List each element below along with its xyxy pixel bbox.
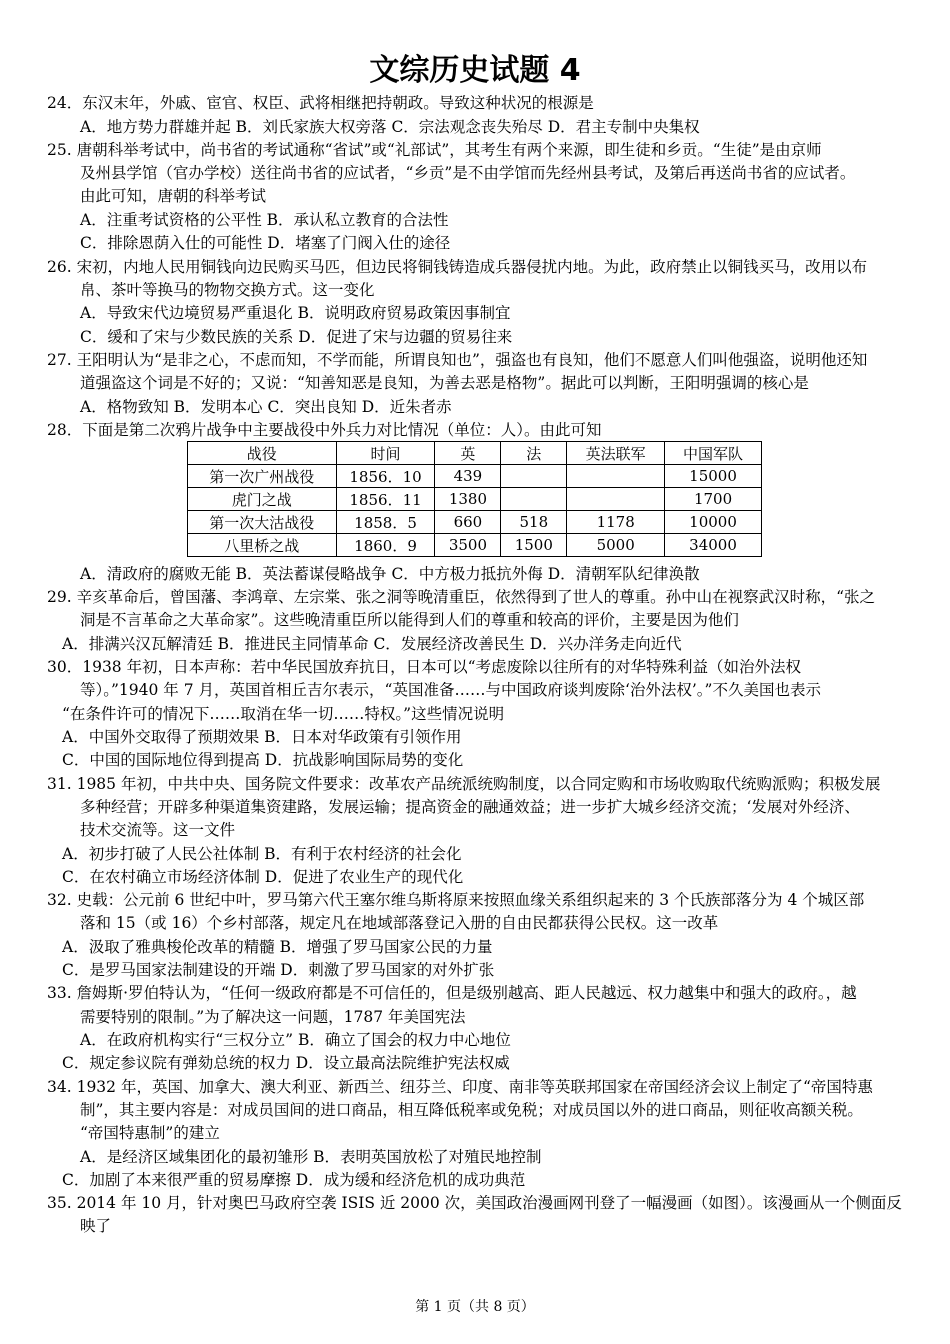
table-cell: 八里桥之战 <box>188 534 337 557</box>
text-line: A．是经济区域集团化的最初雏形 B．表明英国放松了对殖民地控制 <box>80 1148 542 1166</box>
text-line: 落和 15（或 16）个乡村部落，规定凡在地域部落登记入册的自由民都获得公民权。这一改革 <box>80 914 719 932</box>
text-line: A．排满兴汉瓦解清廷 B．推进民主同情革命 C．发展经济改善民生 D．兴办洋务走向近代 <box>62 635 682 653</box>
text-line: C．加剧了本来很严重的贸易摩擦 D．成为缓和经济危机的成功典范 <box>62 1171 526 1189</box>
text-line: 27. 王阳明认为“是非之心，不虑而知，不学而能，所谓良知也”，强盗也有良知，他们不愿意人们叫他强盗，说明他还知 <box>47 351 868 369</box>
table-cell: 1700 <box>665 488 762 511</box>
table-header: 战役 <box>188 442 337 465</box>
table-cell: 3500 <box>435 534 501 557</box>
table-cell: 518 <box>501 511 567 534</box>
text-line: 映了 <box>80 1217 112 1235</box>
text-line: 26. 宋初，内地人民用铜钱向边民购买马匹，但边民将铜钱铸造成兵器侵扰内地。为此，政府禁止以铜钱买马，改用以布 <box>47 258 868 276</box>
table-cell <box>501 465 567 488</box>
table-header: 英法联军 <box>567 442 665 465</box>
text-line: A．汲取了雅典梭伦改革的精髓 B．增强了罗马国家公民的力量 <box>62 938 493 956</box>
text-line: 制”，其主要内容是：对成员国间的进口商品，相互降低税率或免税；对成员国以外的进口商品，则征收高额关税。 <box>80 1101 863 1119</box>
text-line: 帛、茶叶等换马的物物交换方式。这一变化 <box>80 281 375 299</box>
table-cell: 第一次大沽战役 <box>188 511 337 534</box>
text-line: 35. 2014 年 10 月，针对奥巴马政府空袭 ISIS 近 2000 次，美国政治漫画网刊登了一幅漫画（如图）。该漫画从一个侧面反 <box>47 1194 902 1212</box>
text-line: 24．东汉末年，外戚、宦官、权臣、武将相继把持朝政。导致这种状况的根源是 <box>47 94 594 112</box>
table-cell: 1860．9 <box>336 534 435 557</box>
text-line: C．排除恩荫入仕的可能性 D．堵塞了门阀入仕的途径 <box>80 234 451 252</box>
text-line: 25. 唐朝科举考试中，尚书省的考试通称“省试”或“礼部试”，其考生有两个来源，即生徒和乡贡。“生徒”是由京师 <box>47 141 822 159</box>
table-cell: 1856．10 <box>336 465 435 488</box>
text-line: 需要特别的限制。”为了解决这一问题，1787 年美国宪法 <box>80 1008 466 1026</box>
table-cell: 660 <box>435 511 501 534</box>
table-cell: 1858．5 <box>336 511 435 534</box>
table-row <box>188 511 762 534</box>
text-line: 30．1938 年初，日本声称：若中华民国放弃抗日，日本可以“考虑废除以往所有的对华特殊利益（如治外法权 <box>47 658 802 676</box>
text-line: 29. 辛亥革命后，曾国藩、李鸿章、左宗棠、张之洞等晚清重臣，依然得到了世人的尊重。孙中山在视察武汉时称，“张之 <box>47 588 876 606</box>
table-cell: 34000 <box>665 534 762 557</box>
table-cell: 5000 <box>567 534 665 557</box>
text-line: 及州县学馆（官办学校）送往尚书省的应试者，“乡贡”是不由学馆而先经州县考试，及第后再送尚书省的应试者。 <box>80 164 856 182</box>
text-line: 31. 1985 年初，中共中央、国务院文件要求：改革农产品统派统购制度，以合同定购和市场收购取代统购派购；积极发展 <box>47 775 881 793</box>
text-line: C．规定参议院有弹劾总统的权力 D．设立最高法院维护宪法权威 <box>62 1054 510 1072</box>
text-line: 由此可知，唐朝的科举考试 <box>80 187 267 205</box>
table-row <box>188 488 762 511</box>
table-header: 时间 <box>336 442 435 465</box>
table-row <box>188 465 762 488</box>
text-line: A．导致宋代边境贸易严重退化 B．说明政府贸易政策因事制宜 <box>80 304 511 322</box>
table-cell: 439 <box>435 465 501 488</box>
text-line: A．初步打破了人民公社体制 B．有利于农村经济的社会化 <box>62 845 462 863</box>
table-cell: 1500 <box>501 534 567 557</box>
table-header: 法 <box>501 442 567 465</box>
table-cell <box>567 465 665 488</box>
text-line: A．注重考试资格的公平性 B．承认私立教育的合法性 <box>80 211 449 229</box>
text-line: A．地方势力群雄并起 B．刘氏家族大权旁落 C．宗法观念丧失殆尽 D．君主专制中央集权 <box>80 118 700 136</box>
table-cell: 1856．11 <box>336 488 435 511</box>
text-line: A．在政府机构实行“三权分立” B．确立了国会的权力中心地位 <box>80 1031 511 1049</box>
text-line: C．在农村确立市场经济体制 D．促进了农业生产的现代化 <box>62 868 464 886</box>
text-line: 34. 1932 年，英国、加拿大、澳大利亚、新西兰、纽芬兰、印度、南非等英联邦国家在帝国经济会议上制定了“帝国特惠 <box>47 1078 873 1096</box>
table-header-row <box>188 442 762 465</box>
text-line: 32. 史载：公元前 6 世纪中叶，罗马第六代王塞尔维乌斯将原来按照血缘关系组织起来的 3 个氏族部落分为 4 个城区部 <box>47 891 865 909</box>
text-line: C．缓和了宋与少数民族的关系 D．促进了宋与边疆的贸易往来 <box>80 328 513 346</box>
text-line: 33. 詹姆斯·罗伯特认为，“任何一级政府都是不可信任的，但是级别越高、距人民越远、权力越集中和强大的政府。，越 <box>47 984 857 1002</box>
text-line: “帝国特惠制”的建立 <box>80 1124 220 1142</box>
text-line: 技术交流等。这一文件 <box>80 821 236 839</box>
table-row <box>188 534 762 557</box>
table-cell: 第一次广州战役 <box>188 465 337 488</box>
table-header: 中国军队 <box>665 442 762 465</box>
troop-comparison-table <box>187 441 762 557</box>
table-cell: 10000 <box>665 511 762 534</box>
table-cell: 1178 <box>567 511 665 534</box>
page-title: 文综历史试题 4 <box>369 53 581 88</box>
text-line: C．是罗马国家法制建设的开端 D．刺激了罗马国家的对外扩张 <box>62 961 495 979</box>
table-cell: 虎门之战 <box>188 488 337 511</box>
page-footer: 第 1 页（共 8 页） <box>415 1299 535 1315</box>
text-line: 多种经营；开辟多种渠道集资建路，发展运输；提高资金的融通效益；进一步扩大城乡经济交流；‘发展对外经济、 <box>80 798 860 816</box>
text-line: 洞是不言革命之大革命家”。这些晚清重臣所以能得到人们的尊重和较高的评价，主要是因为他们 <box>80 611 739 629</box>
text-line: A．格物致知 B．发明本心 C．突出良知 D．近朱者赤 <box>80 398 452 416</box>
text-line: A．清政府的腐败无能 B．英法蓄谋侵略战争 C．中方极力抵抗外侮 D．清朝军队纪律涣散 <box>80 565 700 583</box>
table-cell <box>567 488 665 511</box>
table-cell <box>501 488 567 511</box>
text-line: “在条件许可的情况下……取消在华一切……特权。”这些情况说明 <box>62 705 505 723</box>
text-line: 28．下面是第二次鸦片战争中主要战役中外兵力对比情况（单位：人）。由此可知 <box>47 421 602 439</box>
table-cell: 1380 <box>435 488 501 511</box>
text-line: 等）。”1940 年 7 月，英国首相丘吉尔表示，“英国准备……与中国政府谈判废除‘治外法权’。”不久美国也表示 <box>80 681 821 699</box>
text-line: 道强盗这个词是不好的；又说：“知善知恶是良知，为善去恶是格物”。据此可以判断，王阳明强调的核心是 <box>80 374 809 392</box>
table-cell: 15000 <box>665 465 762 488</box>
text-line: A．中国外交取得了预期效果 B．日本对华政策有引领作用 <box>62 728 462 746</box>
table-header: 英 <box>435 442 501 465</box>
text-line: C．中国的国际地位得到提高 D．抗战影响国际局势的变化 <box>62 751 464 769</box>
